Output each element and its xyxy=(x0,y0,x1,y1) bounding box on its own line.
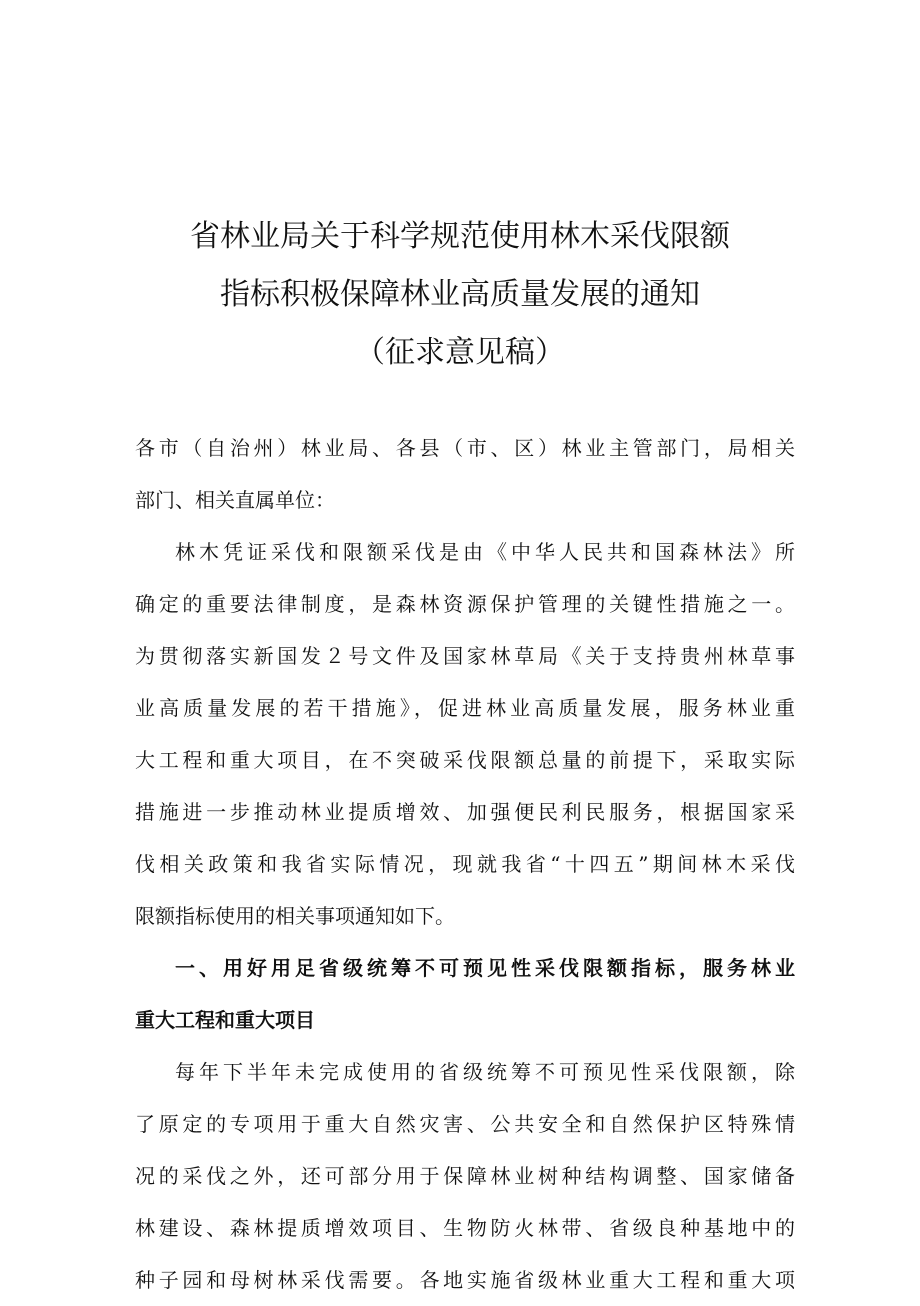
paragraph-line: 林木凭证采伐和限额采伐是由《中华人民共和国森林法》所 xyxy=(175,540,795,564)
title-line-3-draft-note: （征求意见稿） xyxy=(355,335,565,370)
heading-line: 一、用好用足省级统筹不可预见性采伐限额指标，服务林业 xyxy=(175,956,795,980)
paragraph-line: 了原定的专项用于重大自然灾害、公共安全和自然保护区特殊情 xyxy=(135,1112,795,1136)
paragraph-line: 限额指标使用的相关事项通知如下。 xyxy=(135,904,455,928)
title-line-2: 指标积极保障林业高质量发展的通知 xyxy=(220,277,700,312)
addressee-line: 各市（自治州）林业局、各县（市、区）林业主管部门，局相关 xyxy=(135,436,795,460)
document-body xyxy=(135,422,795,1306)
addressee-block xyxy=(135,422,795,526)
paragraph-line: 林建设、森林提质增效项目、生物防火林带、省级良种基地中的 xyxy=(135,1216,795,1240)
section-1-heading xyxy=(135,942,795,1046)
paragraph-line: 况的采伐之外，还可部分用于保障林业树种结构调整、国家储备 xyxy=(135,1164,795,1188)
paragraph-line: 伐相关政策和我省实际情况，现就我省“十四五”期间林木采伐 xyxy=(135,852,795,876)
paragraph-line: 措施进一步推动林业提质增效、加强便民利民服务，根据国家采 xyxy=(135,800,795,824)
addressee-line: 部门、相关直属单位： xyxy=(135,488,335,512)
paragraph-line: 为贯彻落实新国发２号文件及国家林草局《关于支持贵州林草事 xyxy=(135,644,795,668)
heading-line: 重大工程和重大项目 xyxy=(135,1008,315,1032)
title-line-1: 省林业局关于科学规范使用林木采伐限额 xyxy=(190,219,730,254)
paragraph-line: 业高质量发展的若干措施》，促进林业高质量发展，服务林业重 xyxy=(135,696,795,720)
paragraph-line: 大工程和重大项目，在不突破采伐限额总量的前提下，采取实际 xyxy=(135,748,795,772)
paragraph-line: 确定的重要法律制度，是森林资源保护管理的关键性措施之一。 xyxy=(135,592,795,616)
paragraph-line: 每年下半年未完成使用的省级统筹不可预见性采伐限额，除 xyxy=(175,1060,795,1084)
section-1-paragraph xyxy=(135,1046,795,1306)
document-title xyxy=(0,208,920,382)
intro-paragraph xyxy=(135,526,795,942)
paragraph-line: 种子园和母树林采伐需要。各地实施省级林业重大工程和重大项 xyxy=(135,1268,795,1292)
